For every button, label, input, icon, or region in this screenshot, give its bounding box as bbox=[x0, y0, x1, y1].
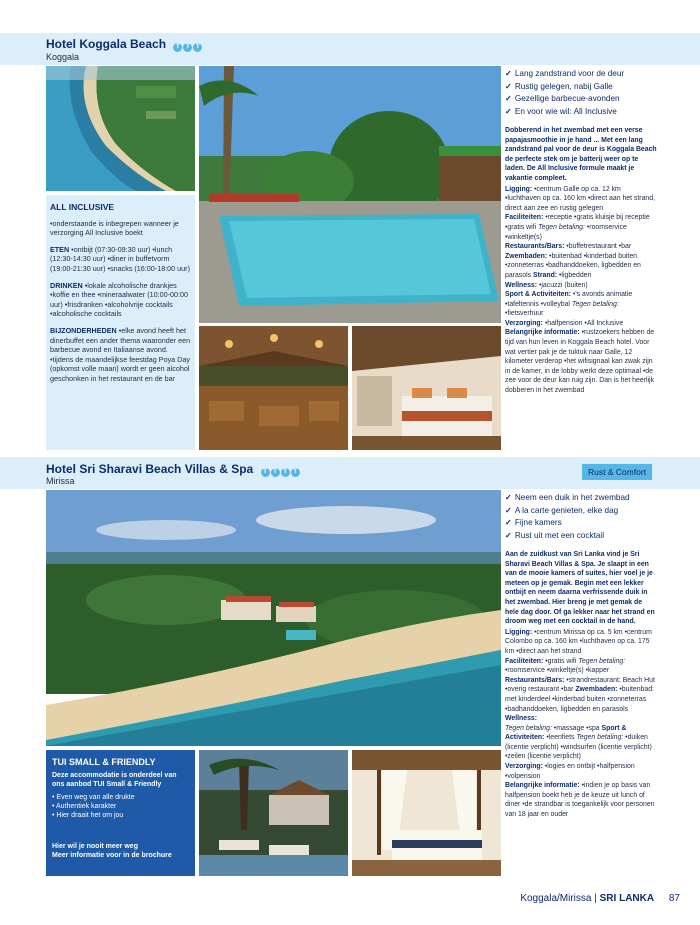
check-icon: ✓ bbox=[505, 530, 512, 540]
tui-list-item: • Authentiek karakter bbox=[52, 802, 189, 811]
hotel1-name: Hotel Koggala Beach bbox=[46, 37, 167, 51]
highlight-item: ✓ Neem een duik in het zwembad bbox=[505, 493, 630, 502]
check-icon: ✓ bbox=[505, 94, 512, 103]
footer-separator: | bbox=[594, 893, 597, 904]
allinc-box bbox=[50, 203, 192, 391]
highlight-item: ✓ Rustig gelegen, nabij Galle bbox=[505, 81, 613, 91]
hotel2-details: Ligging: •centrum Mirissa op ca. 5 km •centrum Colombo op ca. 160 km •luchthaven op ca. 175 km •direct aan het strand Faciliteiten: •gratis wifi Tegen betaling: •roomservice •winkeltje(s) •kapper Restaurants/Bars: •strandrestaurant: Beach Hut •overig restaurant •bar Zwembaden: •buitenbad: met kinderdeel •kinderbad buiten •zonneterras •badhanddoeken, ligbedden en parasols Wellness: Tegen betaling: •massage •spa Sport & Activiteiten: •leenfiets Tegen betaling: •duiken (licentie verplicht) •windsurfen (licentie verplicht) •zeilen (licentie verplicht) Verzorging: •logies en ontbijt •halfpension •volpension Belangrijke informatie: •indien je op basis van halfpension boekt heb je de keuze uit lunch of diner •de strandbar is toegankelijk voor personen van 18 jaar en ouder bbox=[505, 628, 655, 819]
highlight-item: ✓ Gezellige barbecue-avonden bbox=[505, 94, 620, 103]
hotel2-title bbox=[46, 462, 301, 477]
check-icon: ✓ bbox=[505, 505, 512, 515]
hotel1-description bbox=[505, 68, 657, 396]
koggala-restaurant-photo bbox=[199, 326, 348, 450]
highlight-item: ✓ En voor wie wil: All Inclusive bbox=[505, 106, 617, 116]
hotel2-intro: Aan de zuidkust van Sri Lanka vind je Sri Sharavi Beach Villas & Spa. Je slaapt in een van de mooie kamers of suites, hier voel je je meteen op je gemak. Begin met een lekker ontbijt en neem daarna verfrissende duik in het zwembad. Hier breng je met gemak de hele dag door. Of ga lekker naar het strand en droom weg met een cocktail in de hand. bbox=[505, 551, 655, 626]
tui-list bbox=[52, 793, 189, 820]
hotel1-highlights bbox=[505, 68, 657, 118]
rust-comfort-badge: Rust & Comfort bbox=[582, 464, 652, 480]
hotel2-description bbox=[505, 492, 657, 820]
allinc-bijzonderheden: BIJZONDERHEDEN •elke avond heeft het dinerbuffet een ander thema waaronder een barbecue avond en Italiaanse avond. •tijdens de maandelijkse feestdag Poya Day (opkomst volle maan) wordt er geen alcohol geschonken in het restaurant en de bar bbox=[50, 325, 191, 383]
hotel2-name: Hotel Sri Sharavi Beach Villas & Spa bbox=[46, 462, 254, 476]
check-icon: ✓ bbox=[505, 106, 512, 116]
highlight-item: ✓ Lang zandstrand voor de deur bbox=[505, 69, 625, 78]
allinc-eten: ETEN •ontbijt (07:30-09:30 uur) •lunch (12:30-14:30 uur) •diner in buffetvorm (19:00-21:30 uur) •snacks (16:00-18:00 uur) bbox=[50, 244, 190, 273]
hotel1-location: Koggala bbox=[46, 52, 80, 62]
highlight-item: ✓ Fijne kamers bbox=[505, 518, 562, 527]
tui-heading: TUI SMALL & FRIENDLY bbox=[52, 757, 156, 767]
footer-region: Koggala/Mirissa bbox=[520, 893, 592, 904]
check-icon: ✓ bbox=[505, 81, 512, 91]
hotel2-highlights bbox=[505, 492, 657, 542]
hotel1-details: Ligging: •centrum Galle op ca. 12 km •luchthaven op ca. 160 km •direct aan het strand, direct aan zee en rustig gelegen Faciliteiten: •receptie •gratis kluisje bij receptie •gratis wifi Tegen betaling: •roomservice •winkeltje(s) Restaurants/Bars: •buffetrestaurant •bar Zwembaden: •buitenbad •kinderbad buiten •zonneterras •badhanddoeken, ligbedden en parasols Strand: •ligbedden Wellness: •jacuzzi (buiten) Sport & Activiteiten: •'s avonds animatie •tafeltennis •volleybal Tegen betaling: •fietsverhuur Verzorging: •halfpension •All Inclusive Belangrijke informatie: •rustzoekers hebben de tijd van hun leven in Koggala Beach hotel. Voor wat vertier pak je de tuktuk naar Galle, 12 kilometer verderop •het wifisignaal kan zwak zijn in de kamer, in de lobby werkt deze optimaal •de zee voor de deur kan ruig zijn. Dan is het heerlijk dobberen in het zwembad bbox=[505, 185, 655, 395]
tui-list-item: • Even weg van alle drukte bbox=[52, 793, 189, 802]
koggala-pool-photo bbox=[199, 66, 501, 323]
hotel1-rating-icon: T T T bbox=[173, 37, 203, 52]
koggala-bedroom-photo bbox=[352, 326, 501, 450]
allinc-drinken: DRINKEN •lokale alcoholische drankjes •koffie en thee •mineraalwater (10:00-00:00 uur) •frisdranken •alcoholvrije cocktails •alcoholische cocktails bbox=[50, 280, 188, 319]
hotel1-title bbox=[46, 37, 203, 52]
mirissa-lounge-photo bbox=[199, 750, 348, 876]
tui-list-item: • Hier draait het om jou bbox=[52, 811, 189, 820]
check-icon: ✓ bbox=[505, 69, 512, 78]
page-number: 87 bbox=[668, 893, 680, 904]
allinc-heading: ALL INCLUSIVE bbox=[50, 202, 115, 212]
check-icon: ✓ bbox=[505, 493, 512, 502]
tui-footer-1: Hier wil je nooit meer weg bbox=[52, 843, 138, 850]
highlight-item: ✓ Rust uit met een cocktail bbox=[505, 530, 605, 540]
tui-footer-2: Meer informatie voor in de brochure bbox=[52, 852, 172, 859]
tui-intro: Deze accommodatie is onderdeel van ons aanbod TUI Small & Friendly bbox=[52, 772, 177, 788]
allinc-intro: •onderstaande is inbegrepen wanneer je verzorging All Inclusive boekt bbox=[50, 218, 179, 238]
mirissa-aerial-photo bbox=[46, 490, 501, 746]
hotel2-location: Mirissa bbox=[46, 476, 75, 486]
mirissa-room-photo bbox=[352, 750, 501, 876]
page-footer bbox=[520, 893, 680, 904]
hotel2-rating-icon: T T T T bbox=[261, 462, 301, 477]
footer-country: SRI LANKA bbox=[599, 893, 655, 904]
check-icon: ✓ bbox=[505, 518, 512, 527]
highlight-item: ✓ A la carte genieten, elke dag bbox=[505, 505, 619, 515]
koggala-aerial-photo bbox=[46, 66, 195, 191]
tui-small-friendly-box bbox=[46, 750, 195, 876]
hotel1-intro: Dobberend in het zwembad met een verse papajasmoothie in je hand ... Met een lang zandstrand pal voor de deur is Koggala Beach de perfecte stek om je batterij weer op te laden. De All Inclusive formule maakt je vakantie compleet. bbox=[505, 127, 657, 182]
